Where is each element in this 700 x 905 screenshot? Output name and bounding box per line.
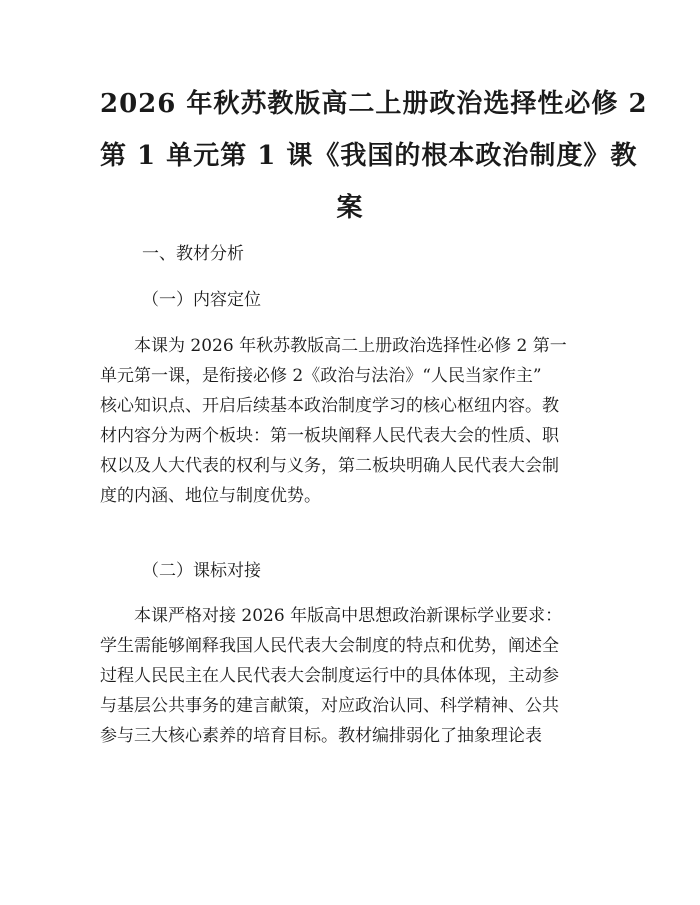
- paragraph-line: 权以及人大代表的权利与义务，第二板块明确人民代表大会制: [100, 456, 559, 476]
- subsection-heading-curriculum-alignment: （二）课标对接: [142, 561, 261, 581]
- paragraph-content-positioning: [100, 331, 610, 511]
- paragraph-line: 过程人民民主在人民代表大会制度运行中的具体体现，主动参: [100, 666, 559, 686]
- title-line-1: 2026 年秋苏教版高二上册政治选择性必修 2: [100, 89, 648, 119]
- paragraph-line: 单元第一课，是衔接必修 2《政治与法治》“人民当家作主”: [100, 366, 542, 386]
- paragraph-line: 与基层公共事务的建言献策，对应政治认同、科学精神、公共: [100, 696, 559, 716]
- title-line-2: 第 1 单元第 1 课《我国的根本政治制度》教: [100, 141, 638, 171]
- paragraph-line: 本课严格对接 2026 年版高中思想政治新课标学业要求：: [100, 606, 563, 626]
- paragraph-line: 核心知识点、开启后续基本政治制度学习的核心枢纽内容。教: [100, 396, 559, 416]
- paragraph-line: 材内容分为两个板块：第一板块阐释人民代表大会的性质、职: [100, 426, 559, 446]
- subsection-heading-content-positioning: （一）内容定位: [142, 290, 261, 310]
- document-title: [100, 78, 648, 234]
- paragraph-line: 学生需能够阐释我国人民代表大会制度的特点和优势，阐述全: [100, 636, 559, 656]
- paragraph-curriculum-alignment: [100, 601, 610, 751]
- paragraph-line: 本课为 2026 年秋苏教版高二上册政治选择性必修 2 第一: [100, 336, 567, 356]
- section-heading-teaching-material-analysis: 一、教材分析: [142, 244, 244, 264]
- paragraph-line: 参与三大核心素养的培育目标。教材编排弱化了抽象理论表: [100, 726, 542, 746]
- title-line-3: 案: [336, 193, 364, 223]
- paragraph-line: 度的内涵、地位与制度优势。: [100, 486, 321, 506]
